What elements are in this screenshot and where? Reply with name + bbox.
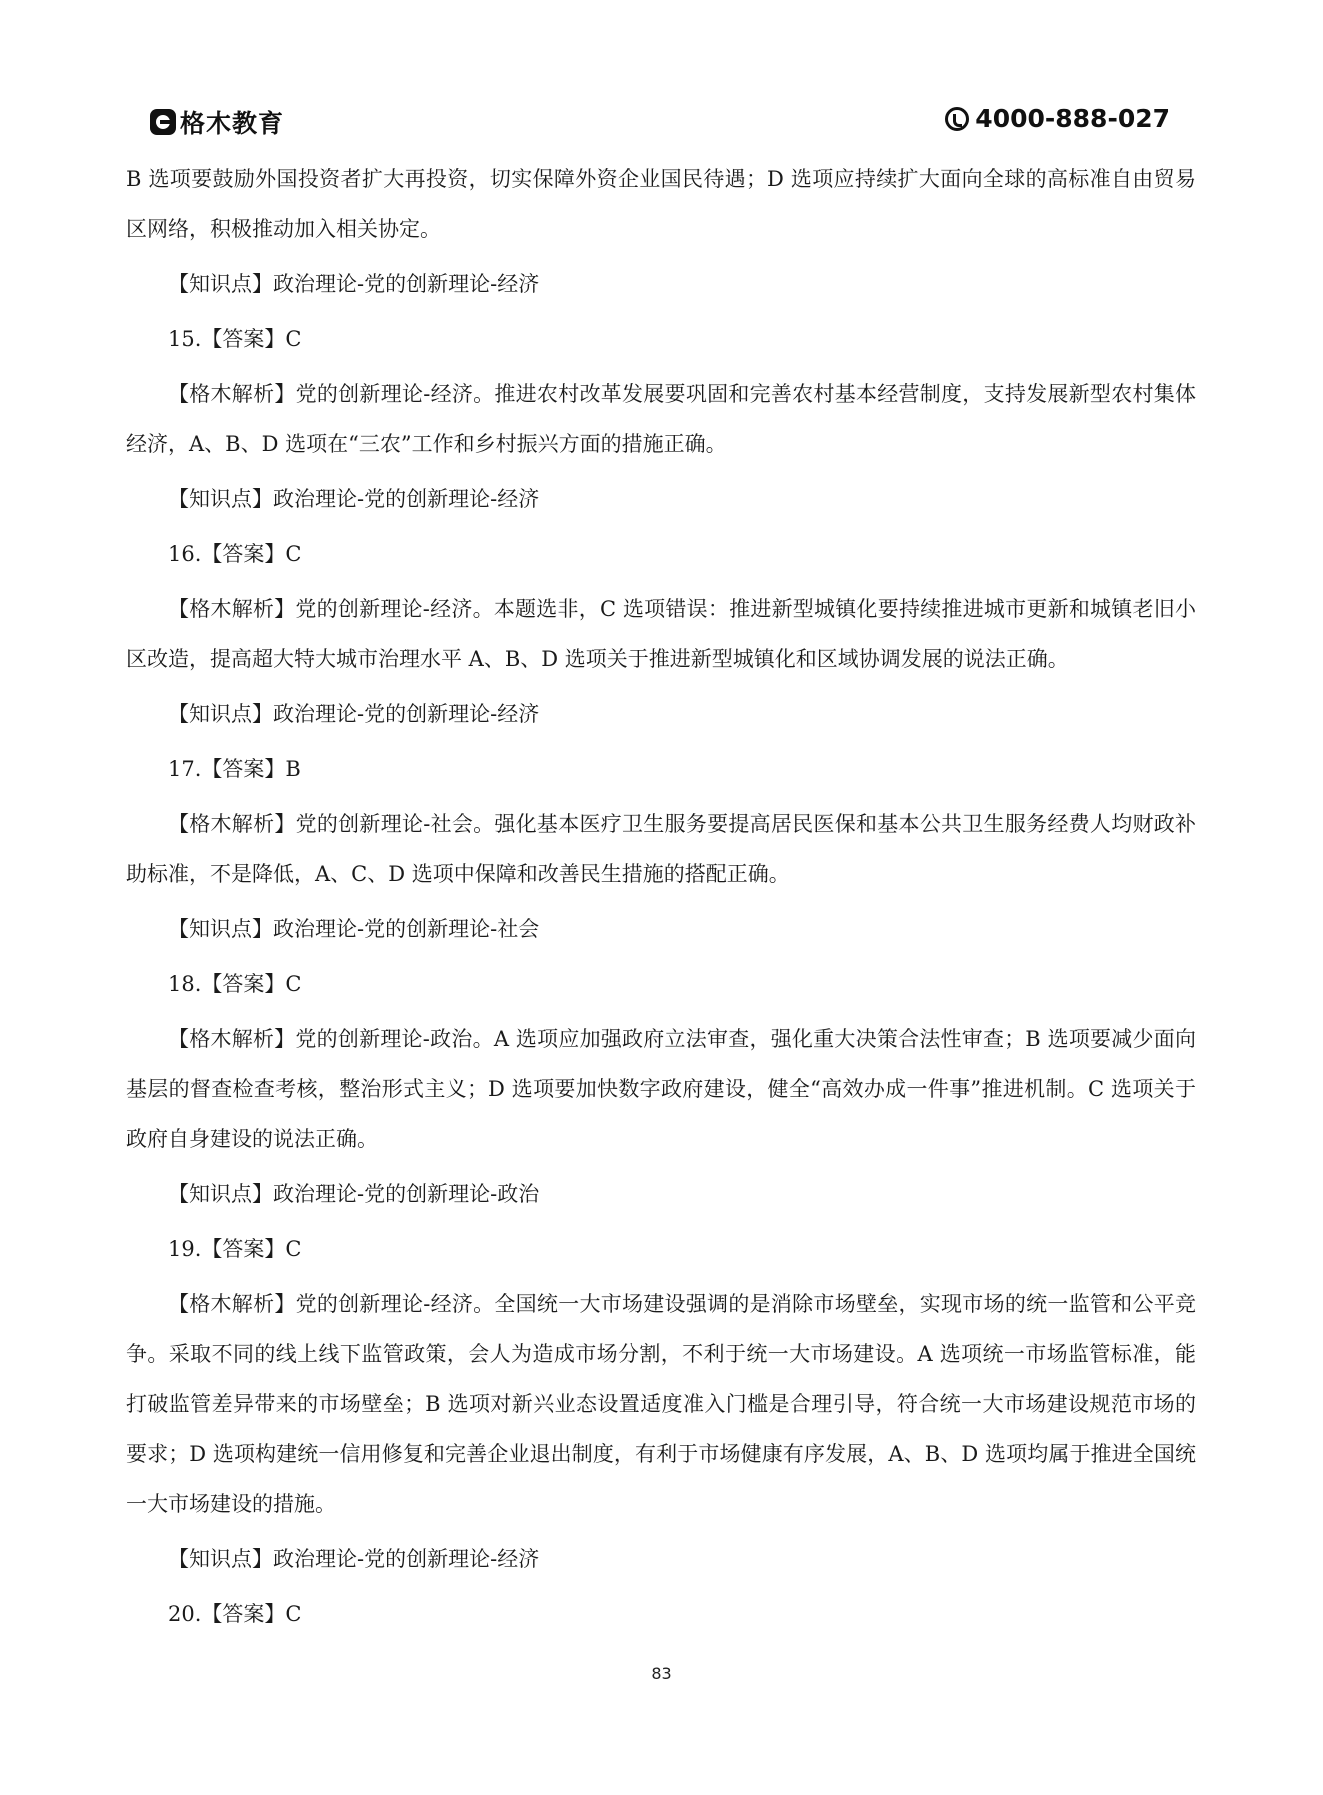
paragraph: 17.【答案】B — [168, 757, 301, 781]
paragraph: B 选项要鼓励外国投资者扩大再投资，切实保障外资企业国民待遇；D 选项应持续扩大面向全球的高标准自由贸易区网络，积极推动加入相关协定。 — [126, 167, 1196, 241]
paragraph: 15.【答案】C — [168, 327, 302, 351]
paragraph: 【知识点】政治理论-党的创新理论-经济 — [168, 272, 540, 296]
brand-name: 格木教育 — [180, 109, 285, 138]
brand-logo-icon — [150, 109, 176, 135]
hotline-number: 4000-888-027 — [975, 104, 1170, 133]
paragraph: 【知识点】政治理论-党的创新理论-经济 — [168, 487, 540, 511]
paragraph: 18.【答案】C — [168, 972, 302, 996]
paragraph: 【格木解析】党的创新理论-经济。全国统一大市场建设强调的是消除市场壁垒，实现市场的统一监管和公平竞争。采取不同的线上线下监管政策，会人为造成市场分割，不利于统一大市场建设。A 选项统一市场监管标准，能打破监管差异带来的市场壁垒；B 选项对新兴业态设置适度准入门槛是合理引导，符合统一大市场建设规范市场的要求；D 选项构建统一信用修复和完善企业退出制度，有利于市场健康有序发展，A、B、D 选项均属于推进全国统一大市场建设的措施。 — [126, 1292, 1196, 1516]
paragraph: 【知识点】政治理论-党的创新理论-政治 — [168, 1182, 540, 1206]
paragraph: 【知识点】政治理论-党的创新理论-经济 — [168, 1547, 540, 1571]
page-number: 83 — [651, 1664, 672, 1683]
paragraph: 【格木解析】党的创新理论-社会。强化基本医疗卫生服务要提高居民医保和基本公共卫生服务经费人均财政补助标准，不是降低，A、C、D 选项中保障和改善民生措施的搭配正确。 — [126, 812, 1196, 886]
hotline — [945, 104, 1170, 133]
paragraph: 20.【答案】C — [168, 1602, 302, 1626]
paragraph: 【知识点】政治理论-党的创新理论-社会 — [168, 917, 540, 941]
page-header — [150, 104, 1170, 144]
paragraph: 16.【答案】C — [168, 542, 302, 566]
paragraph: 19.【答案】C — [168, 1237, 302, 1261]
paragraph: 【格木解析】党的创新理论-经济。本题选非，C 选项错误：推进新型城镇化要持续推进城市更新和城镇老旧小区改造，提高超大特大城市治理水平 A、B、D 选项关于推进新型城镇化和区域协调发展的说法正确。 — [126, 597, 1196, 671]
document-body — [126, 154, 1196, 1644]
paragraph: 【格木解析】党的创新理论-政治。A 选项应加强政府立法审查，强化重大决策合法性审查；B 选项要减少面向基层的督查检查考核，整治形式主义；D 选项要加快数字政府建设，健全“高效办成一件事”推进机制。C 选项关于政府自身建设的说法正确。 — [126, 1027, 1196, 1151]
phone-icon — [945, 107, 969, 131]
paragraph: 【知识点】政治理论-党的创新理论-经济 — [168, 702, 540, 726]
brand-logo — [150, 104, 284, 140]
paragraph: 【格木解析】党的创新理论-经济。推进农村改革发展要巩固和完善农村基本经营制度，支持发展新型农村集体经济，A、B、D 选项在“三农”工作和乡村振兴方面的措施正确。 — [126, 382, 1196, 456]
